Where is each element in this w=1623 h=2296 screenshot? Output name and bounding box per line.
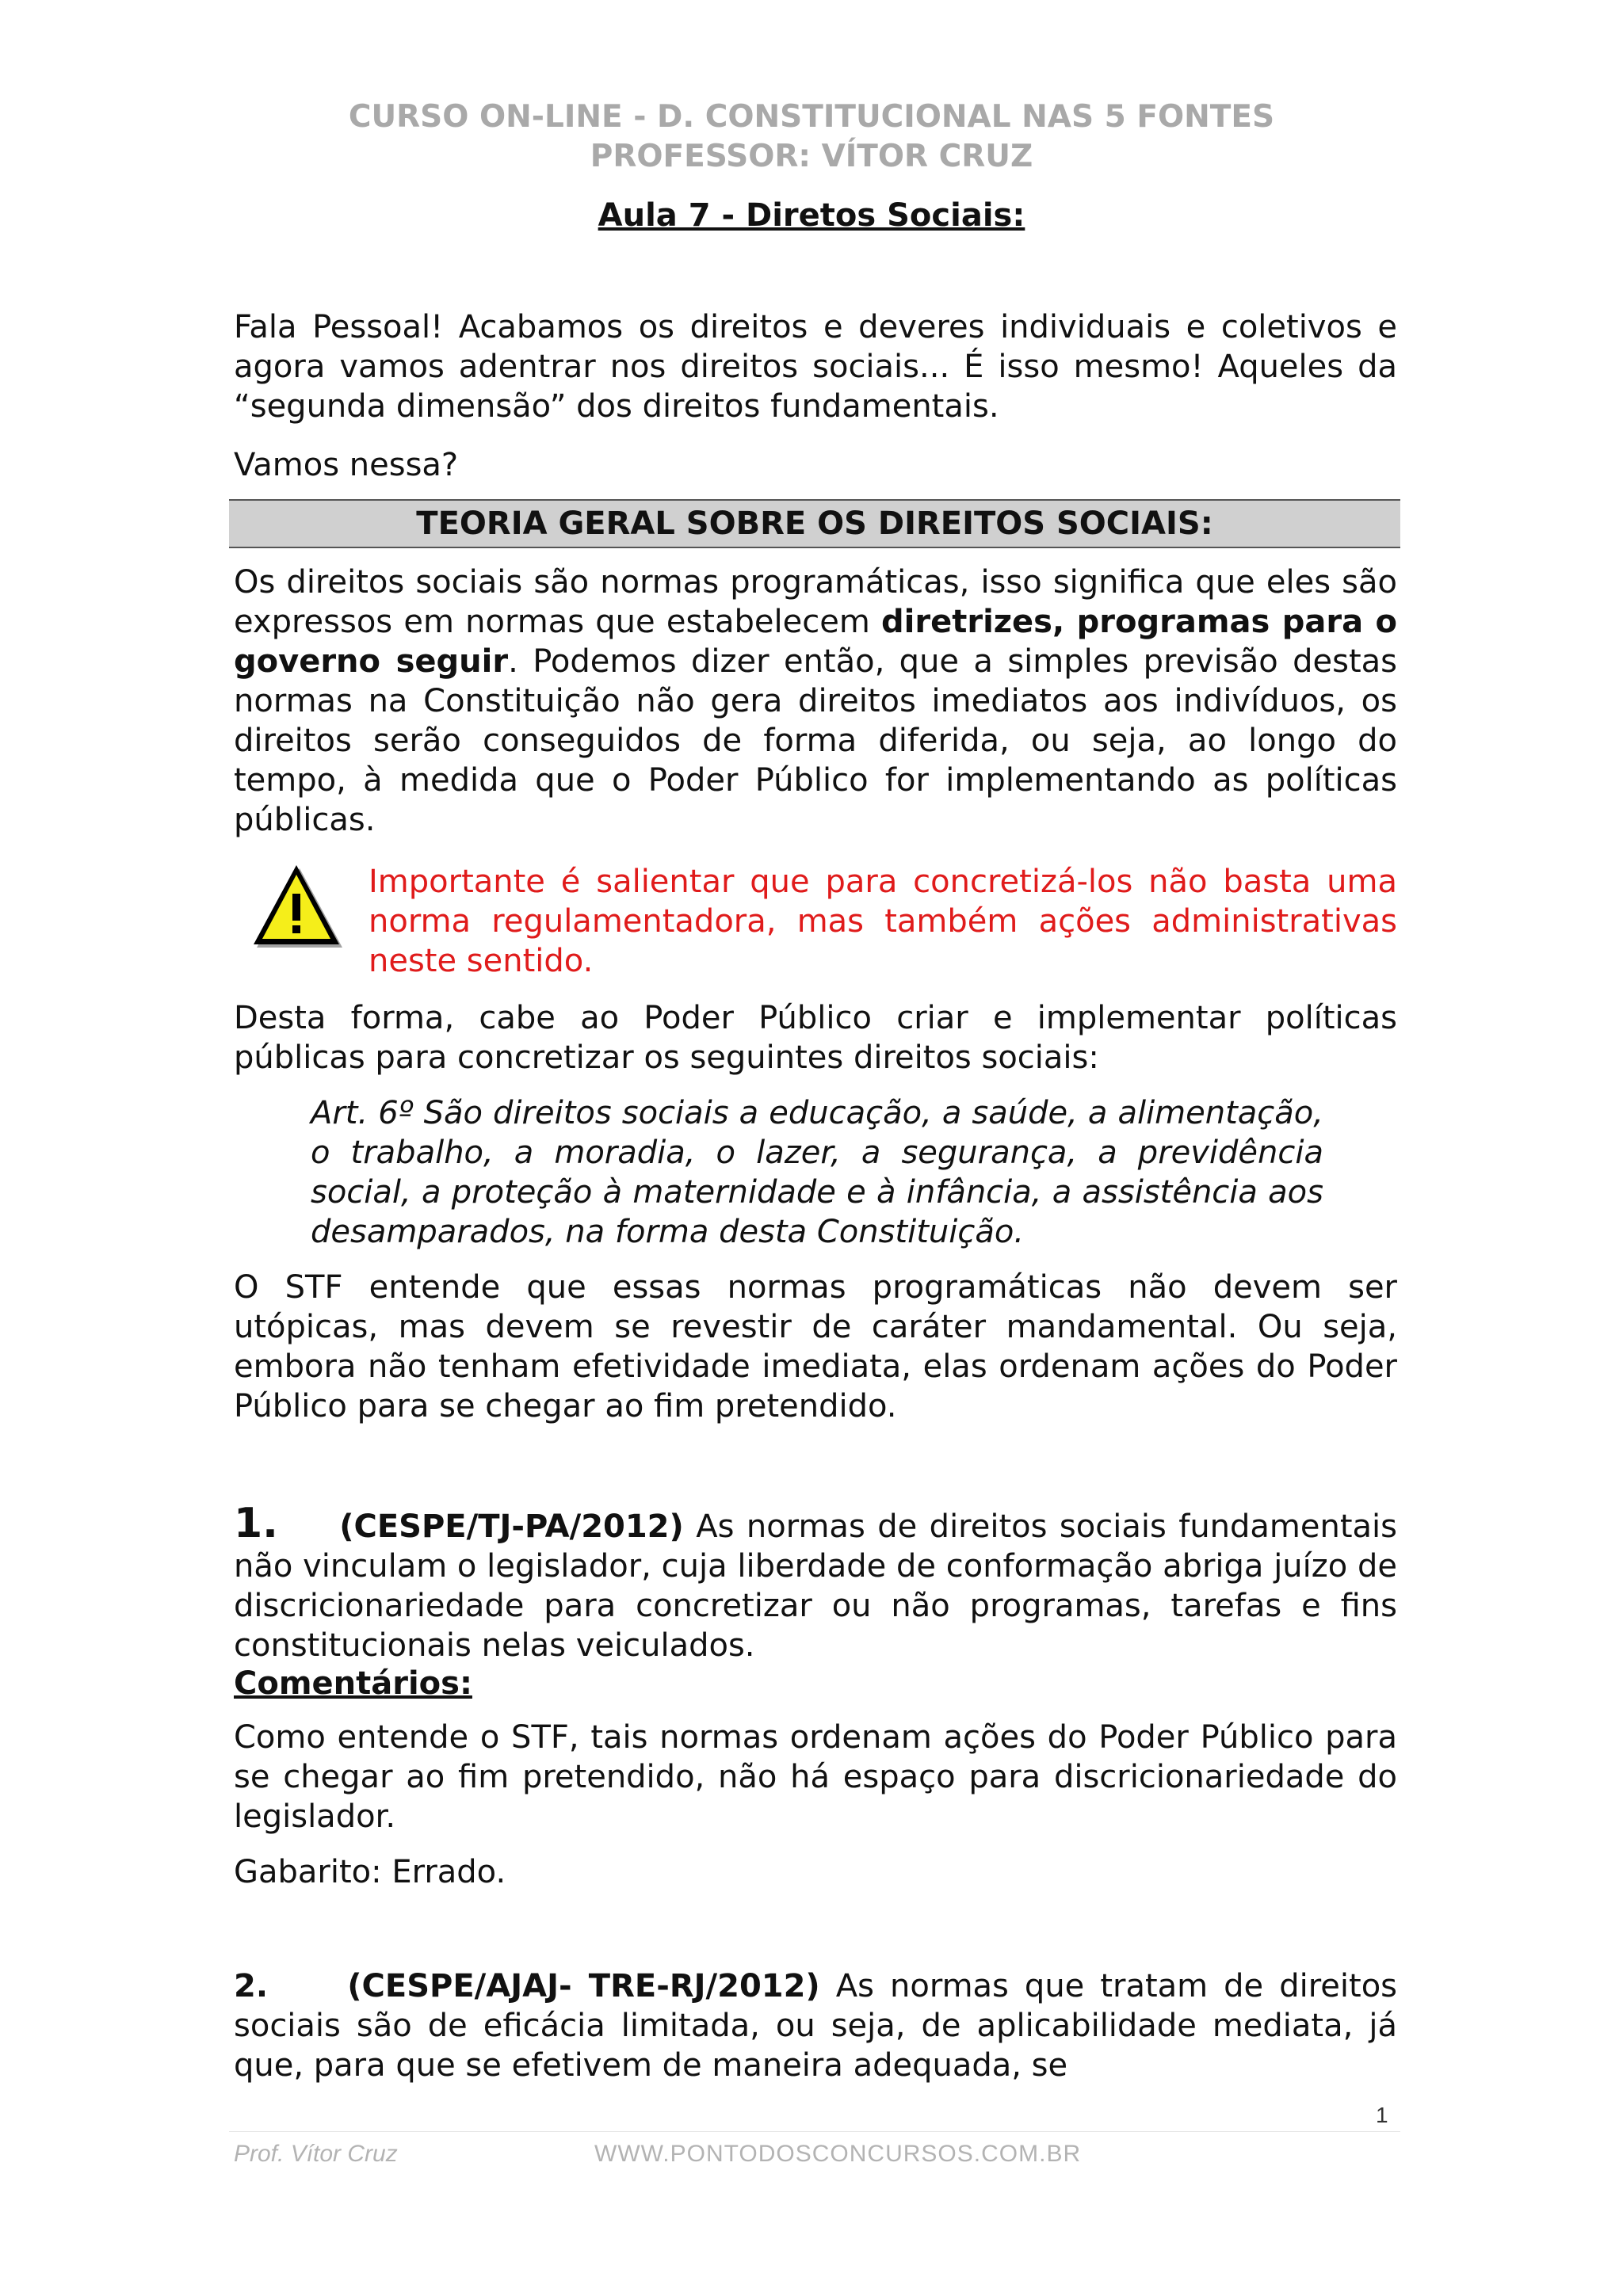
theory-emphasis: diretrizes, programas para o governo seguir — [234, 604, 1397, 680]
policies-paragraph: Desta forma, cabe ao Poder Público criar e implementar políticas públicas para concretizar os seguintes direitos sociais: — [234, 1000, 1397, 1076]
article-quote: Art. 6º São direitos sociais a educação, a saúde, a alimentação, o trabalho, a moradia, o lazer, a segurança, a previdência social, a proteção à maternidade e à infância, a assistência aos desamparados, na forma desta Constituição. — [311, 1095, 1323, 1250]
question-2-number: 2. — [234, 1968, 269, 2004]
question-1-answer: Gabarito: Errado. — [234, 1854, 506, 1890]
lesson-title: Aula 7 - Diretos Sociais: — [598, 197, 1025, 234]
warning-triangle-icon — [247, 864, 346, 952]
footer-divider — [229, 2131, 1400, 2132]
question-1-number: 1. — [234, 1500, 278, 1547]
question-1-comments-label: Comentários: — [234, 1665, 472, 1702]
question-1 — [234, 1500, 1398, 1665]
question-1-source: (CESPE/TJ-PA/2012) — [339, 1508, 684, 1545]
page-number: 1 — [1376, 2103, 1388, 2127]
course-header: CURSO ON-LINE - D. CONSTITUCIONAL NAS 5 FONTES — [348, 99, 1275, 135]
theory-text-end: . Podemos dizer então, que a simples previsão destas normas na Constituição não gera direitos imediatos aos indivíduos, os direitos serão conseguidos de forma diferida, ou seja, ao longo do tempo, à medida que o Poder Público for implementando as políticas públicas. — [234, 643, 1398, 838]
question-2 — [234, 1966, 1397, 2085]
question-2-statement: As normas que tratam de direitos sociais são de eficácia limitada, ou seja, de aplicabilidade mediata, já que, para que se efetivem de maneira adequada, se — [234, 1968, 1398, 2084]
footer-author: Prof. Vítor Cruz — [234, 2141, 398, 2167]
professor-header: PROFESSOR: VÍTOR CRUZ — [590, 139, 1033, 174]
intro-paragraph: Fala Pessoal! Acabamos os direitos e deveres individuais e coletivos e agora vamos adentrar nos direitos sociais... É isso mesmo! Aqueles da “segunda dimensão” dos direitos fundamentais. — [234, 309, 1397, 425]
section-title-bar: TEORIA GERAL SOBRE OS DIREITOS SOCIAIS: — [229, 499, 1400, 548]
question-2-source: (CESPE/AJAJ- TRE-RJ/2012) — [347, 1968, 820, 2004]
theory-paragraph — [234, 563, 1397, 840]
footer-site: WWW.PONTODOSCONCURSOS.COM.BR — [594, 2141, 1082, 2167]
question-1-comment: Como entende o STF, tais normas ordenam ações do Poder Público para se chegar ao fim pretendido, não há espaço para discricionariedade do legislador. — [234, 1719, 1397, 1835]
warning-note: Importante é salientar que para concretizá-los não basta uma norma regulamentadora, mas também ações administrativas neste sentido. — [369, 864, 1397, 979]
question-1-statement: As normas de direitos sociais fundamentais não vinculam o legislador, cuja liberdade de conformação abriga juízo de discricionariedade para concretizar ou não programas, tarefas e fins constitucionais nelas veiculados. — [234, 1508, 1398, 1664]
stf-paragraph: O STF entende que essas normas programáticas não devem ser utópicas, mas devem se revestir de caráter mandamental. Ou seja, embora não tenham efetividade imediata, elas ordenam ações do Poder Público para se chegar ao fim pretendido. — [234, 1269, 1397, 1425]
theory-text-start: Os direitos sociais são normas programáticas, isso significa que eles são expressos em normas que estabelecem — [234, 564, 1397, 640]
intro-question: Vamos nessa? — [234, 447, 459, 483]
